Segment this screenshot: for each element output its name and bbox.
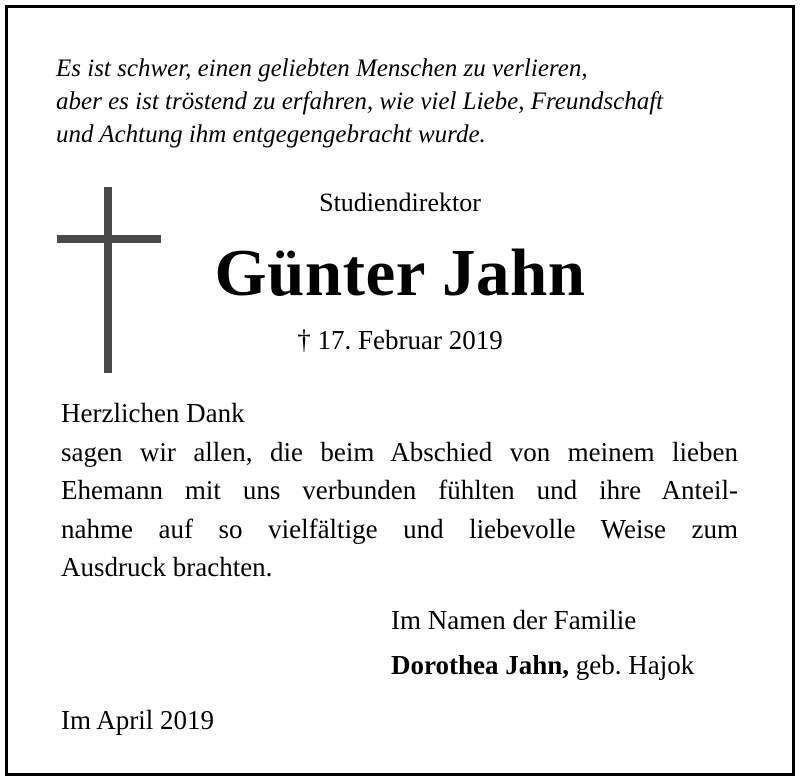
thanks-heading: Herzlichen Dank xyxy=(61,398,245,428)
deceased-name: Günter Jahn xyxy=(214,236,586,310)
family-line: Im Namen der Familie xyxy=(391,605,637,635)
thanks-section xyxy=(61,394,738,587)
quote-line-1: Es ist schwer, einen geliebten Menschen zu verlieren, xyxy=(56,55,588,82)
cross-icon xyxy=(57,187,161,373)
memorial-quote xyxy=(56,52,756,151)
date-line: Im April 2019 xyxy=(61,705,214,735)
quote-line-2: aber es ist tröstend zu erfahren, wie viel Liebe, Freundschaft xyxy=(56,88,664,115)
thanks-line-3: nahme auf so vielfältige und liebevolle Weise zum xyxy=(61,513,738,544)
deceased-title: Studiendirektor xyxy=(319,188,481,217)
cross-horizontal-bar xyxy=(57,235,161,243)
signer-name: Dorothea Jahn, xyxy=(391,650,570,680)
quote-line-3: und Achtung ihm entgegengebracht wurde. xyxy=(56,121,486,148)
signer-suffix: geb. Hajok xyxy=(569,650,695,680)
thanks-line-2: Ehemann mit uns verbunden fühlten und ihre Anteil- xyxy=(61,475,738,505)
signer xyxy=(391,648,694,682)
death-date: † 17. Februar 2019 xyxy=(297,325,503,355)
cross-vertical-bar xyxy=(104,187,112,373)
thanks-line-4: Ausdruck brachten. xyxy=(61,552,273,582)
thanks-line-1: sagen wir allen, die beim Abschied von meinem lieben xyxy=(61,436,738,467)
